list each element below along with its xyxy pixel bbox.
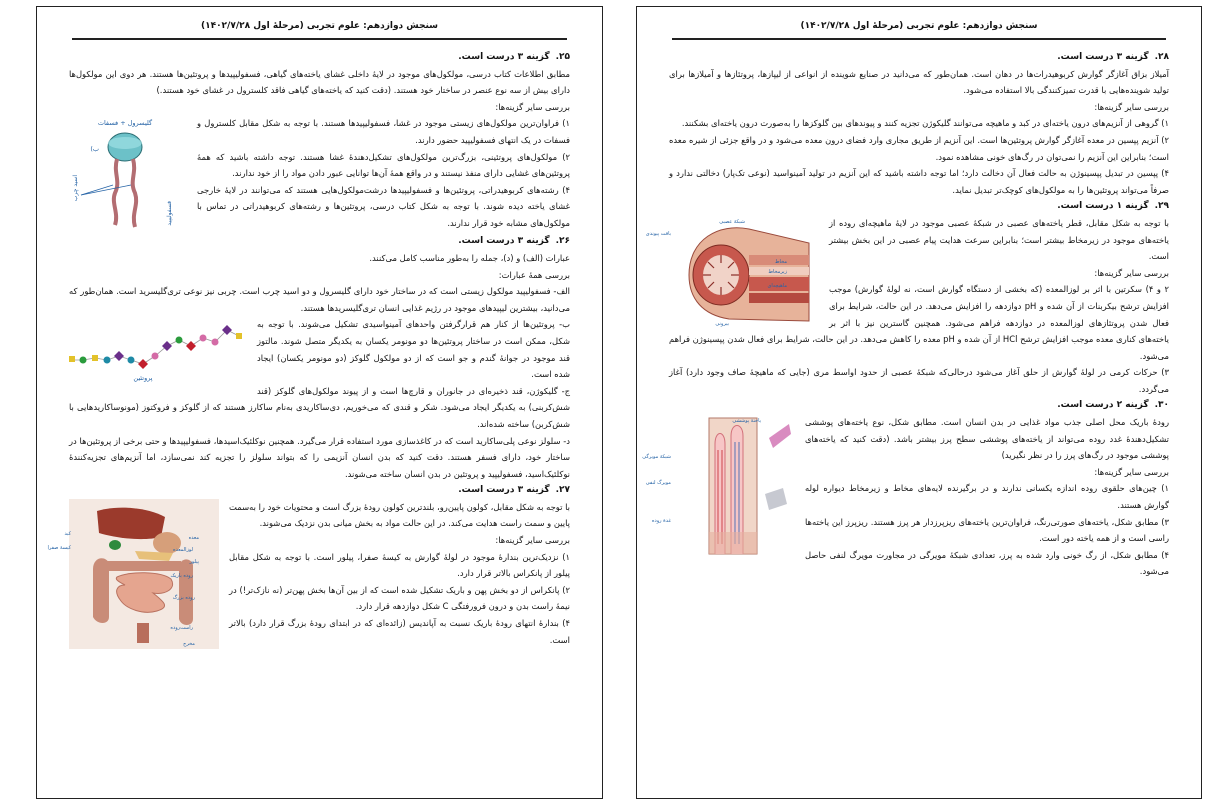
page-content bbox=[642, 49, 1169, 580]
option-2: ۲) پانکراس از دو بخش پهن و باریک تشکیل شده است که از بین آن‌ها بخش پهن‌تر (نه نازک‌تر!) در نیمهٔ راست بدن و درون فرورفتگی C شکل دوازدهه قرار دارد. bbox=[229, 584, 570, 612]
figure-label-capillaries: شبکهٔ مویرگی bbox=[642, 454, 671, 461]
statement-a: الف- فسفولیپید مولکول زیستی است که در ساختار خود دارای گلیسرول و دو اسید چرب است. چربی نیز نوعی تری‌گلیسرید است. همان‌طور که می‌دانید، بیشترین لیپیدهای موجود در رژیم غذایی انسان تری‌گلیسریدها هستند. bbox=[69, 286, 570, 313]
figure-label-side: اسید چرب bbox=[72, 175, 79, 202]
figure-label-outer: بیرونی bbox=[715, 320, 729, 327]
option-2: ۲) مولکول‌های پروتئینی، بزرگ‌ترین مولکول‌های تشکیل‌دهندهٔ غشا هستند. توجه داشته باشید که همهٔ پروتئین‌های غشایی دارای منفذ نیستند و در واقع همهٔ آن‌ها توانایی عبور دادن مواد را از خود ندارند. bbox=[197, 151, 570, 179]
answer-title: گزینه ۳ درست است. bbox=[1057, 52, 1149, 62]
figure-label-stomach: معده bbox=[188, 534, 199, 541]
option-3: ۳) مطابق شکل، یاخته‌های صورتی‌رنگ، فراوان‌ترین یاخته‌های ریزپرزدار هر پرز هستند. ریزپرز این یاخته‌ها راسی است و از همه یاخته دور است. bbox=[805, 516, 1169, 544]
option-1: ۱) نزدیک‌ترین بندارهٔ موجود در لولهٔ گوارش به کیسهٔ صفرا، پیلور است. با توجه به شکل مقابل پیلور از پانکراس بالاتر قرار دارد. bbox=[229, 551, 570, 579]
statement-b: ب- پروتئین‌ها از کنار هم قرارگرفتن واحدهای آمینواسیدی تشکیل می‌شوند. با توجه به شکل، ممکن است در ساختار پروتئین‌ها دو مونومر یکسان به یکدیگر متصل شوند. مالتوز قند موجود در جوانهٔ گندم و جو است که از دو مولکول گلوکز (دو مونومر یکسان) ایجاد شده است. bbox=[257, 319, 570, 380]
figure-label-epithelial: یاختهٔ پوششی bbox=[732, 418, 761, 425]
figure-label-bottom: فسفولیپید bbox=[166, 201, 173, 227]
paragraph: رودهٔ باریک محل اصلی جذب مواد غذایی در بدن انسان است. مطابق شکل، نوع یاخته‌های پوششی تشکیل‌دهندهٔ غدد روده می‌تواند از یاخته‌های پوششی سطح پرز بیشتر باشد. (دقت کنید که یاخته‌های پوششی موجود در رگ‌های پرز را در نظر نگیرید) bbox=[805, 417, 1169, 461]
question-30 bbox=[642, 397, 1169, 580]
figure-label-large-intestine: روده بزرگ bbox=[172, 594, 195, 601]
review-heading: بررسی همهٔ عبارات: bbox=[498, 269, 570, 280]
page-header: سنجش دوازدهم: علوم تجربی (مرحلهٔ اول ۱۴۰۲/۷/۲۸) bbox=[800, 21, 1038, 31]
header-rule bbox=[672, 38, 1166, 40]
figure-label-rectum: راست‌روده bbox=[170, 624, 193, 631]
figure-label-anus: مخرج bbox=[183, 640, 195, 647]
paragraph: با توجه به شکل مقابل، کولون پایین‌رو، بلندترین کولون رودهٔ بزرگ است و محتویات خود را به‌سمت پایین و سمت راست هدایت می‌کند. در این حالت مواد به بخش میانی بدن نزدیک می‌شوند. bbox=[229, 501, 570, 529]
figure-label-b: ب) bbox=[90, 145, 99, 154]
option-4: ۴) مطابق شکل، از رگ خونی وارد شده به پرز، تعدادی شبکهٔ مویرگی در مجاورت مویرگ لنفی حاصل می‌شود. bbox=[805, 549, 1169, 577]
question-number: ۲۹. bbox=[1154, 201, 1169, 212]
paragraph: با توجه به شکل مقابل، قطر یاخته‌های عصبی در شبکهٔ عصبی موجود در لایهٔ ماهیچه‌ای روده از یاخته‌های موجود در زیرمخاط بیشتر است؛ بنابراین سرعت هدایت پیام عصبی در این بخش بیشتر است. bbox=[829, 217, 1169, 262]
page-right bbox=[636, 6, 1202, 799]
villus-figure bbox=[642, 414, 795, 564]
protein-chain-figure bbox=[69, 316, 247, 384]
page-header: سنجش دوازدهم: علوم تجربی (مرحلهٔ اول ۱۴۰۲/۷/۲۸) bbox=[200, 21, 439, 31]
figure-label-liver: کبد bbox=[64, 530, 71, 537]
gut-wall-figure bbox=[645, 215, 819, 327]
review-heading: بررسی سایر گزینه‌ها: bbox=[1094, 101, 1169, 112]
figure-label-pylorus: پیلور bbox=[189, 558, 199, 565]
figure-label-nerve-net: شبکهٔ عصبی bbox=[719, 218, 745, 225]
question-number: ۳۰. bbox=[1154, 400, 1169, 411]
answer-title: گزینه ۲ درست است. bbox=[1057, 400, 1149, 411]
review-heading: بررسی سایر گزینه‌ها: bbox=[1094, 466, 1169, 477]
figure-label-gland: غدهٔ روده bbox=[651, 518, 671, 525]
figure-label-connective: بافت پیوندی bbox=[645, 230, 671, 237]
option-4: ۴) بندارهٔ انتهای رودهٔ باریک نسبت به آپاندیس (زائده‌ای که در ابتدای رودهٔ بزرگ قرار دارد) بالاتر است. bbox=[229, 618, 570, 645]
option-3: ۳) حرکات کرمی در لولهٔ گوارش از حلق آغاز می‌شود درحالی‌که شبکهٔ عصبی از حدود اواسط مری (جایی که ماهیچهٔ صاف وجود دارد) آغاز می‌گردد. bbox=[669, 367, 1169, 394]
review-heading: بررسی سایر گزینه‌ها: bbox=[495, 535, 570, 546]
option-2: ۲) آنزیم پپسین در معده آغازگر گوارش پروتئین‌ها است. این آنزیم از طریق مجاری وارد فضای درون معده می‌شود و در واقع جزئی از شیره معده است؛ بنابراین این آنزیم را نمی‌توان در رگ‌های خونی مشاهده نمود. bbox=[669, 134, 1169, 162]
question-number: ۲۸. bbox=[1154, 52, 1169, 62]
answer-title: گزینه ۳ درست است. bbox=[458, 236, 550, 247]
question-number: ۲۵. bbox=[555, 52, 570, 62]
review-heading: بررسی سایر گزینه‌ها: bbox=[1094, 267, 1169, 278]
question-27 bbox=[47, 482, 570, 648]
figure-label-protein: پروتئین bbox=[133, 374, 153, 383]
answer-title: گزینه ۳ درست است. bbox=[458, 485, 550, 496]
question-28 bbox=[669, 49, 1169, 198]
figure-label-top: گلیسرول + فسفات bbox=[97, 119, 153, 128]
page-left bbox=[36, 6, 603, 799]
question-number: ۲۷. bbox=[555, 485, 570, 496]
review-heading: بررسی سایر گزینه‌ها: bbox=[495, 101, 570, 112]
option-4: ۴) پپسین در تبدیل پپسینوژن به حالت فعال آن دخالت دارد؛ اما توجه داشته باشید که این آنزیم در تولید آمینواسید (نوعی تک‌پار) دخالتی ندارد و صرفاً می‌تواند پروتئین‌ها را به مولکول‌های کوچک‌تر تبدیل نماید. bbox=[669, 168, 1169, 195]
digestive-system-figure bbox=[47, 499, 219, 649]
paragraph: مطابق اطلاعات کتاب درسی، مولکول‌های موجود در لایهٔ داخلی غشای یاخته‌های گیاهی، فسفولیپیدها و پروتئین‌ها هستند. هر دوی این مولکول‌ها دارای بیش از سه نوع عنصر در ساختار خود هستند. (دقت کنید که یاخته‌های گیاهی فاقد کلسترول در غشای خود هستند.) bbox=[69, 68, 570, 96]
page-content bbox=[47, 49, 570, 649]
figure-label-mucosa: مخاط bbox=[774, 258, 787, 265]
question-25 bbox=[69, 49, 570, 232]
question-26 bbox=[69, 233, 570, 482]
figure-label-gallbladder: کیسهٔ صفرا bbox=[47, 544, 71, 551]
statement-c: ج- گلیکوژن، قند ذخیره‌ای در جانوران و قارچ‌ها است و از پیوند مولکول‌های گلوکز (قند شش‌کربنی) به یکدیگر ایجاد می‌شود. شکر و قندی که می‌خوریم، دی‌ساکاریدی به‌نام ساکارز هستند که از گلوکز و فروکتوز (مونوساکاریدهایی با شش‌کربن) ساخته شده‌اند. bbox=[69, 385, 570, 429]
option-1: ۱) گروهی از آنزیم‌های درون یاخته‌ای در کبد و ماهیچه می‌توانند گلیکوژن تجزیه کنند و پیوندهای بین گلوکزها را به‌صورت درون یاخته‌ای بشکنند. bbox=[681, 118, 1169, 129]
phospholipid-figure bbox=[69, 115, 187, 233]
header-rule bbox=[72, 38, 567, 40]
figure-label-submucosa: زیرمخاط bbox=[768, 268, 787, 275]
paragraph: عبارات (الف) و (د)، جمله را به‌طور مناسب کامل می‌کنند. bbox=[369, 252, 570, 263]
answer-title: گزینه ۳ درست است. bbox=[458, 52, 550, 62]
statement-d: د- سلولز نوعی پلی‌ساکارید است که در کاغذسازی مورد استفاده قرار می‌گیرد. همچنین نوکلئیک‌اسیدها، فسفولیپیدها و حتی برخی از پروتئین‌ها در ساختار خود، دارای فسفر هستند. دقت کنید که بدن انسان آنزیمی را که بتواند سلولز را تجزیه کند نمی‌سازد، اما آنزیم‌های تجزیه‌کنندهٔ نوکلئیک‌اسید، فسفولیپید و پروتئین در بدن انسان ساخته می‌شوند. bbox=[69, 435, 570, 479]
figure-label-small-intestine: روده باریک bbox=[170, 572, 193, 579]
option-1: ۱) فراوان‌ترین مولکول‌های زیستی موجود در غشا، فسفولیپیدها هستند. با توجه به شکل مقابل کلسترول و فسفات در یک انتهای فسفولیپید حضور دارند. bbox=[197, 118, 570, 145]
option-1: ۱) چین‌های حلقوی روده اندازه یکسانی ندارند و در برگیرنده لایه‌های مخاط و زیرمخاط دیواره لوله گوارش هستند. bbox=[805, 483, 1169, 511]
question-number: ۲۶. bbox=[555, 236, 570, 247]
answer-title: گزینه ۱ درست است. bbox=[1057, 201, 1149, 212]
paragraph: آمیلاز بزاق آغازگر گوارش کربوهیدرات‌ها در دهان است. همان‌طور که می‌دانید در صنایع شوینده از انواعی از لیپازها، پروتئازها و آمیلازها برای تولید شوینده‌هایی با قدرت تمیزکنندگی بالا استفاده می‌شود. bbox=[669, 68, 1169, 96]
figure-label-lymph: مویرگ لنفی bbox=[645, 480, 671, 487]
question-29 bbox=[645, 198, 1169, 397]
figure-label-muscle: ماهیچه‌ای bbox=[767, 282, 787, 289]
option-2-4: ۲ و ۴) سکرتین با اثر بر لوزالمعده (که بخشی از دستگاه گوارش است، نه لولهٔ گوارش) موجب افزایش ترشح بیکربنات از آن شده و pH دوازدهه را افزایش می‌دهد. در این حالت، شرایط برای فعال شدن پروتئازهای لوزالمعده در دوازدهه فراهم می‌شود. همچنین گاسترین نیز با اثر بر یاخته‌های کناری معده موجب افزایش ترشح HCl از آن شده و pH معده را کاهش می‌دهد. در این حالت، شرایط برای فعال شدن پپسینوژن فراهم می‌شود. bbox=[669, 284, 1169, 361]
option-4: ۴) رشته‌های کربوهیدراتی، پروتئین‌ها و فسفولیپیدها درشت‌مولکول‌هایی هستند که می‌توانند در لایهٔ خارجی غشای یاخته دیده شوند. با توجه به شکل کتاب درسی، پروتئین‌ها و رشته‌های کربوهیدراتی در تماس با مولکول‌های مشابه خود قرار ندارند. bbox=[197, 184, 570, 228]
figure-label-pancreas: لوزالمعده bbox=[173, 546, 193, 553]
